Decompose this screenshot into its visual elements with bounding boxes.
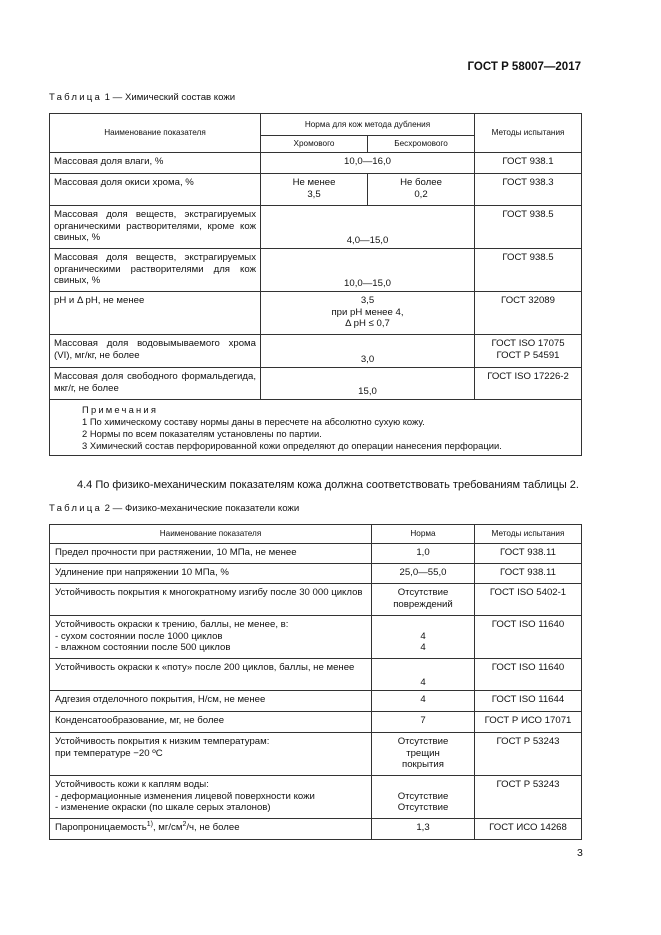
t1-r6-norm: 15,0 xyxy=(261,368,475,400)
t2-r1-method: ГОСТ 938.11 xyxy=(475,564,582,584)
table-row xyxy=(50,249,582,292)
t2-r3-name-line1: Устойчивость окраски к трению, баллы, не менее, в: xyxy=(55,619,289,630)
table1-caption xyxy=(49,92,235,103)
spacer xyxy=(377,779,469,791)
table-row xyxy=(50,584,582,616)
table-row xyxy=(50,206,582,249)
t1-r6-method: ГОСТ ISO 17226-2 xyxy=(475,368,582,400)
t2-r5-name: Адгезия отделочного покрытия, Н/см, не менее xyxy=(50,691,372,712)
t2-r0-method: ГОСТ 938.11 xyxy=(475,544,582,564)
t1-r1-chrome xyxy=(261,174,368,206)
table-row xyxy=(50,544,582,564)
unit-exponent: 2 xyxy=(182,820,187,828)
t1-r4-norm xyxy=(261,292,475,335)
table2 xyxy=(49,524,582,840)
t1-r6-name: Массовая доля свободного формальдегида, мкг/г, не более xyxy=(50,368,261,400)
t1-header-name: Наименование показателя xyxy=(50,114,261,153)
t1-r5-method-line2: ГОСТ Р 54591 xyxy=(496,349,560,361)
t2-r6-name: Конденсатообразование, мг, не более xyxy=(50,712,372,733)
t2-r1-name: Удлинение при напряжении 10 МПа, % xyxy=(50,564,372,584)
t2-r7-norm-line1: Отсутствие xyxy=(397,736,449,747)
table2-caption xyxy=(49,503,299,514)
t2-r8-name-line1: Устойчивость кожи к каплям воды: xyxy=(55,779,209,790)
t2-r9-name-c: /ч, не более xyxy=(186,822,240,833)
t2-r5-norm: 4 xyxy=(372,691,475,712)
notes-title: Примечания xyxy=(82,404,159,415)
t2-r1-norm: 25,0—55,0 xyxy=(372,564,475,584)
t2-r7-name-line2: при температуре −20 ºС xyxy=(55,747,163,759)
t1-r5-method-line1: ГОСТ ISO 17075 xyxy=(491,338,565,349)
t2-r2-norm-line1: Отсутствие xyxy=(397,587,449,598)
t2-r3-norm xyxy=(372,616,475,659)
t1-r5-norm: 3,0 xyxy=(261,335,475,368)
t2-r8-name-line3: - изменение окраски (по шкале серых эталонов) xyxy=(55,802,271,813)
t2-r8-norm-line2: Отсутствие xyxy=(397,790,449,802)
table1 xyxy=(49,113,582,456)
page-number: 3 xyxy=(577,847,583,859)
t2-r9-name-b: , мг/см xyxy=(152,822,183,833)
t1-r2-name: Массовая доля веществ, экстрагируемых органическими растворителями, кроме кож свиных, % xyxy=(50,206,261,249)
table1-notes xyxy=(50,400,582,456)
t1-r1-method: ГОСТ 938.3 xyxy=(475,174,582,206)
t2-r7-method: ГОСТ Р 53243 xyxy=(475,733,582,776)
t2-r9-name xyxy=(50,819,372,840)
t1-r1-chromefree xyxy=(368,174,475,206)
note-item: 2 Нормы по всем показателям установлены по партии. xyxy=(82,428,322,439)
t1-r1-chrome-line2: 3,5 xyxy=(307,188,321,200)
table-row xyxy=(50,335,582,368)
t1-r0-name: Массовая доля влаги, % xyxy=(50,153,261,174)
t1-header-chrome: Хромового xyxy=(261,136,368,153)
spacer xyxy=(377,619,469,631)
t2-r7-norm xyxy=(372,733,475,776)
t2-r7-name-line1: Устойчивость покрытия к низким температурам: xyxy=(55,736,270,747)
t1-r1-free-line2: 0,2 xyxy=(414,188,428,200)
t2-r8-name-line2: - деформационные изменения лицевой поверхности кожи xyxy=(55,790,315,802)
table1-notes-row xyxy=(50,400,582,456)
t1-r1-free-line1: Не более xyxy=(400,177,442,188)
table-row xyxy=(50,153,582,174)
t1-r2-method: ГОСТ 938.5 xyxy=(475,206,582,249)
note-item: 3 Химический состав перфорированной кожи определяют до операции нанесения перфорации. xyxy=(82,440,502,451)
t2-r8-norm xyxy=(372,776,475,819)
t2-header-methods: Методы испытания xyxy=(475,525,582,544)
t1-r0-method: ГОСТ 938.1 xyxy=(475,153,582,174)
t2-r3-name xyxy=(50,616,372,659)
t1-r3-norm: 10,0—15,0 xyxy=(261,249,475,292)
paragraph-4-4: 4.4 По физико-механическим показателям кожа должна соответствовать требованиям таблицы 2. xyxy=(77,479,579,491)
t2-r9-method: ГОСТ ИСО 14268 xyxy=(475,819,582,840)
t2-r3-norm-line3: 4 xyxy=(420,642,426,653)
t1-r4-method: ГОСТ 32089 xyxy=(475,292,582,335)
t2-r2-name: Устойчивость покрытия к многократному изгибу после 30 000 циклов xyxy=(50,584,372,616)
table-row xyxy=(50,819,582,840)
t2-r9-norm: 1,3 xyxy=(372,819,475,840)
table-row xyxy=(50,174,582,206)
t1-header-methods: Методы испытания xyxy=(475,114,582,153)
t1-r1-chrome-line1: Не менее xyxy=(292,177,336,188)
t2-r8-name xyxy=(50,776,372,819)
t1-r4-name: pH и Δ pH, не менее xyxy=(50,292,261,335)
t2-r0-norm: 1,0 xyxy=(372,544,475,564)
t1-r4-norm-line1: 3,5 xyxy=(360,295,375,306)
t1-r3-name: Массовая доля веществ, экстрагируемых органическими растворителями для кож свиных, % xyxy=(50,249,261,292)
t1-r1-name: Массовая доля окиси хрома, % xyxy=(50,174,261,206)
t1-r5-method xyxy=(475,335,582,368)
table-row xyxy=(50,776,582,819)
table-row xyxy=(50,368,582,400)
t1-r5-name: Массовая доля водовымываемого хрома (VI), мг/кг, не более xyxy=(50,335,261,368)
t1-r2-norm: 4,0—15,0 xyxy=(261,206,475,249)
note-item: 1 По химическому составу нормы даны в пересчете на абсолютно сухую кожу. xyxy=(82,416,425,427)
t2-r2-norm-line2: повреждений xyxy=(393,598,453,610)
t2-r7-norm-line3: покрытия xyxy=(402,759,444,770)
table-row xyxy=(50,733,582,776)
t1-r0-norm: 10,0—16,0 xyxy=(261,153,475,174)
table2-caption-prefix: Таблица xyxy=(49,503,103,514)
t1-header-chromefree: Бесхромового xyxy=(368,136,475,153)
t2-r3-name-line3: - влажном состоянии после 500 циклов xyxy=(55,642,231,653)
table1-caption-rest: 1 — Химический состав кожи xyxy=(102,92,236,103)
t2-header-norm: Норма xyxy=(372,525,475,544)
t1-r4-norm-line2: при pH менее 4, xyxy=(331,306,404,318)
footnote-ref: 1) xyxy=(146,820,153,828)
t1-r4-norm-line3: Δ pH ≤ 0,7 xyxy=(345,318,390,329)
t2-r4-method: ГОСТ ISO 11640 xyxy=(475,659,582,691)
table-row xyxy=(50,292,582,335)
table-row xyxy=(50,564,582,584)
table-row xyxy=(50,659,582,691)
t2-r0-name: Предел прочности при растяжении, 10 МПа, не менее xyxy=(50,544,372,564)
table1-caption-prefix: Таблица xyxy=(49,92,103,103)
table-row xyxy=(50,616,582,659)
t2-r5-method: ГОСТ ISO 11644 xyxy=(475,691,582,712)
t2-r6-norm: 7 xyxy=(372,712,475,733)
t2-r2-method: ГОСТ ISO 5402-1 xyxy=(475,584,582,616)
t2-r8-norm-line3: Отсутствие xyxy=(397,802,449,813)
t2-r3-method: ГОСТ ISO 11640 xyxy=(475,616,582,659)
table-row xyxy=(50,691,582,712)
document-id: ГОСТ Р 58007—2017 xyxy=(467,61,581,73)
t2-r9-name-a: Паропроницаемость xyxy=(55,822,147,833)
t2-r4-norm: 4 xyxy=(372,659,475,691)
table-row xyxy=(50,712,582,733)
t2-r6-method: ГОСТ Р ИСО 17071 xyxy=(475,712,582,733)
t2-r7-name xyxy=(50,733,372,776)
t2-r3-norm-line2: 4 xyxy=(420,630,426,642)
t1-header-norm: Норма для кож метода дубления xyxy=(261,114,475,136)
t2-r8-method: ГОСТ Р 53243 xyxy=(475,776,582,819)
t2-r7-norm-line2: трещин xyxy=(406,747,440,759)
t2-r3-name-line2: - сухом состоянии после 1000 циклов xyxy=(55,630,223,642)
t2-r4-name: Устойчивость окраски к «поту» после 200 циклов, баллы, не менее xyxy=(50,659,372,691)
t2-header-name: Наименование показателя xyxy=(50,525,372,544)
t2-r2-norm xyxy=(372,584,475,616)
t1-r3-method: ГОСТ 938.5 xyxy=(475,249,582,292)
table2-caption-rest: 2 — Физико-механические показатели кожи xyxy=(102,503,300,514)
